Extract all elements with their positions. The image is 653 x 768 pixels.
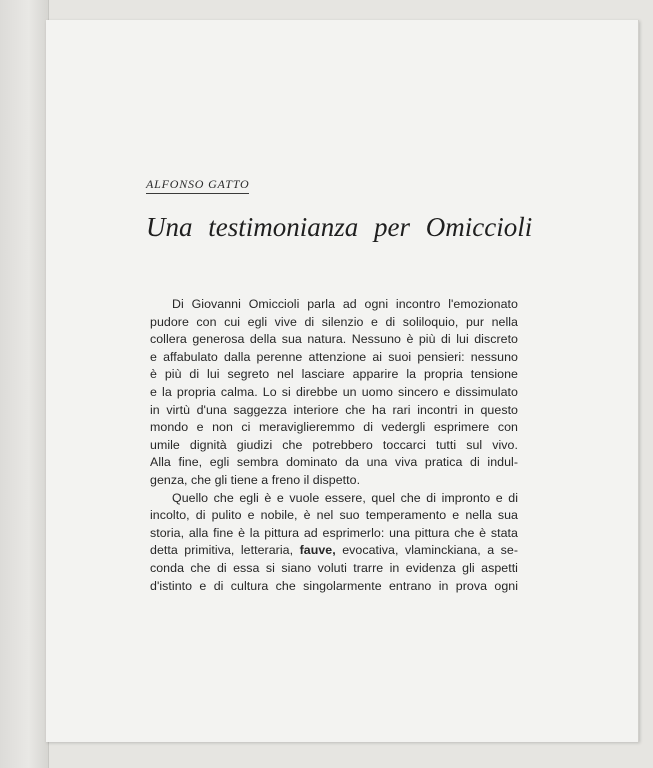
text-line — [150, 542, 518, 560]
text-line: umile dignità giudizi che potrebbero toccarci tutti sul vivo. — [150, 437, 518, 452]
left-page-edge — [0, 0, 49, 768]
text-segment: evocativa, vlaminckiana, a se- — [335, 543, 518, 558]
text-line: e affabulato dalla perenne attenzione ai suoi pensieri: nessuno — [150, 349, 518, 364]
text-line: Alla fine, egli sembra dominato da una viva pratica di indul- — [150, 455, 518, 470]
text-line: e la propria calma. Lo si direbbe un uomo sincero e dissimulato — [150, 384, 518, 399]
body-text — [150, 296, 518, 595]
author-name: ALFONSO GATTO — [146, 177, 249, 194]
text-line: d'istinto e di cultura che singolarmente entrano in prova ogni — [150, 578, 518, 593]
text-line: conda che di essa si siano voluti trarre in evidenza gli aspetti — [150, 560, 518, 575]
text-line: mondo e non ci meraviglieremmo di vedergli esprimere con — [150, 420, 518, 435]
text-line: Di Giovanni Omiccioli parla ad ogni incontro l'emozionato — [172, 297, 518, 311]
page-title: Una testimonianza per Omiccioli — [146, 212, 533, 242]
paragraph-1 — [150, 296, 518, 490]
text-line: collera generosa della sua natura. Nessuno è più di lui discreto — [150, 332, 518, 347]
text-line: storia, alla fine è la pittura ad esprimerlo: una pittura che è stata — [150, 525, 518, 540]
text-line: in virtù d'una saggezza interiore che ha rari incontri in questo — [150, 402, 518, 417]
text-segment: detta primitiva, letteraria, — [150, 543, 300, 558]
book-page — [46, 20, 639, 742]
text-line: è più di lui segreto nel lasciare apparire la propria tensione — [150, 367, 518, 382]
text-line: pudore con cui egli vive di silenzio e di soliloquio, pur nella — [150, 314, 518, 329]
text-line: incolto, di pulito e nobile, è nel suo temperamento e nella sua — [150, 508, 518, 523]
text-line: Quello che egli è e vuole essere, quel che di impronto e di — [172, 490, 518, 505]
paragraph-2 — [150, 490, 518, 596]
text-line: genza, che gli tiene a freno il dispetto. — [150, 472, 361, 487]
emphasis-fauve: fauve, — [299, 543, 336, 558]
